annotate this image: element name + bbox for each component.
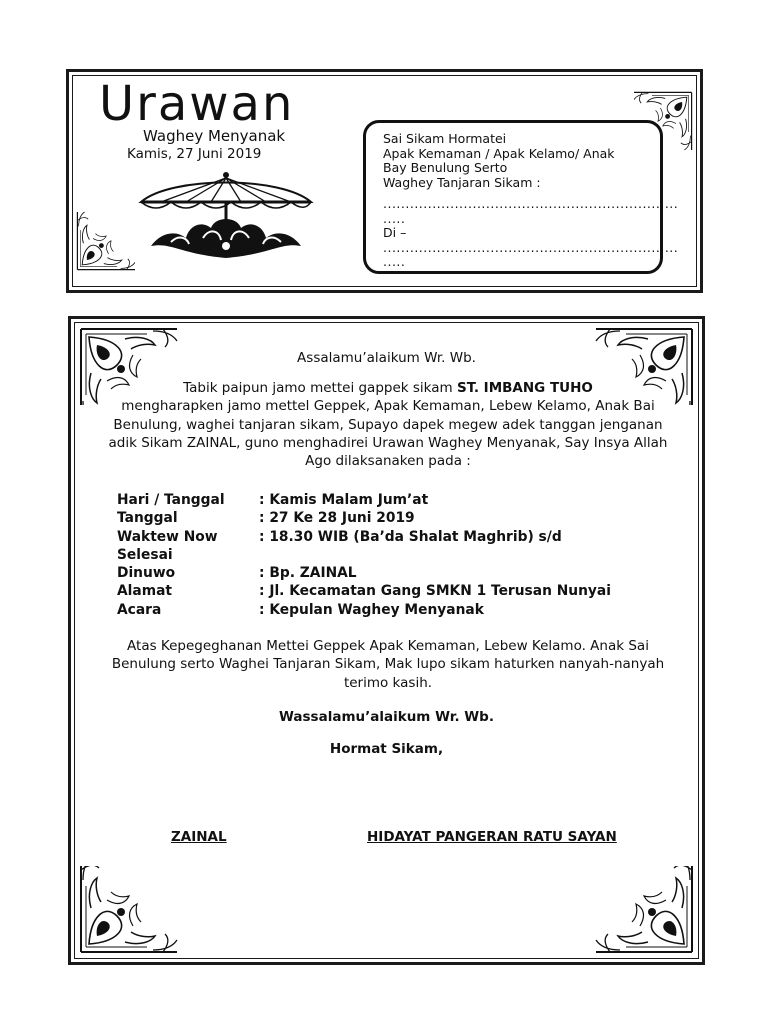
- detail-label: Waktew Now: [117, 528, 218, 545]
- event-date: Kamis, 27 Juni 2019: [127, 146, 262, 162]
- detail-value: : Kamis Malam Jum’at: [259, 492, 429, 508]
- signer-left: ZAINAL: [171, 829, 227, 845]
- address-line: Apak Kemaman / Apak Kelamo/ Anak: [383, 145, 615, 161]
- address-line: Sai Sikam Hormatei: [383, 131, 507, 146]
- invitation-title: Urawan: [99, 76, 295, 132]
- closing-paragraph: Atas Kepegeghanan Mettei Geppek Apak Kemaman, Lebew Kelamo. Anak Sai Benulung serto Waghei Tanjaran Sikam, Mak lupo sikam haturken nanyah-nanyah terimo kasih.: [111, 638, 665, 691]
- detail-row: [117, 528, 611, 546]
- detail-row: [117, 546, 611, 564]
- detail-label: Selesai: [117, 546, 173, 563]
- detail-row: [117, 509, 611, 527]
- sign-off: Hormat Sikam,: [329, 741, 444, 757]
- detail-label: Hari / Tanggal: [117, 492, 225, 508]
- corner-ornament-icon: [77, 866, 187, 956]
- recipient-address-box: [363, 120, 679, 274]
- event-details: [117, 491, 611, 619]
- closing-greeting: Wassalamu’alaikum Wr. Wb.: [279, 709, 494, 725]
- detail-value: : 18.30 WIB (Ba’da Shalat Maghrib) s/d: [259, 528, 562, 545]
- detail-value: : 27 Ke 28 Juni 2019: [259, 510, 415, 527]
- address-line: Waghey Tanjaran Sikam :: [383, 174, 541, 190]
- host-name: ST. IMBANG TUHO: [456, 380, 593, 396]
- detail-row: [117, 601, 611, 619]
- recipient-location-blank: ..................................................................: [383, 239, 679, 255]
- invitation-paragraph: [99, 379, 677, 470]
- corner-ornament-icon: [634, 78, 694, 168]
- detail-value: : Jl. Kecamatan Gang SMKN 1 Terusan Nunyai: [259, 583, 611, 600]
- recipient-name-blank-cont: .....: [383, 210, 406, 226]
- detail-label: Acara: [117, 601, 162, 618]
- address-line: Bay Benulung Serto: [383, 160, 508, 175]
- corner-ornament-icon: [75, 194, 135, 284]
- detail-label: Alamat: [117, 583, 172, 600]
- opening-greeting: Assalamu’alaikum Wr. Wb.: [297, 350, 476, 366]
- detail-row: [117, 491, 611, 509]
- detail-value: : Bp. ZAINAL: [259, 565, 357, 582]
- intro-body: mengharapken jamo mettel Geppek, Apak Kemaman, Lebew Kelamo, Anak Bai Benulung, waghei tanjaran sikam, Supayo dapek megew adek tanggan jenganan adik Sikam ZAINAL, guno menghadirei Urawan Waghey Menyanak, Say Insya Allah Ago dilaksanaken pada :: [108, 398, 668, 470]
- detail-label: Dinuwo: [117, 565, 176, 582]
- umbrella-siger-icon: [131, 168, 321, 268]
- detail-row: [117, 582, 611, 600]
- recipient-name-blank: ..................................................................: [383, 196, 679, 211]
- detail-row: [117, 564, 611, 582]
- recipient-location-blank-cont: .....: [383, 254, 406, 269]
- signer-right: HIDAYAT PANGERAN RATU SAYAN: [367, 829, 617, 845]
- event-subtitle: Waghey Menyanak: [143, 127, 286, 145]
- corner-ornament-icon: [586, 866, 696, 956]
- address-location-label: Di –: [383, 225, 407, 240]
- detail-label: Tanggal: [117, 510, 178, 527]
- detail-value: : Kepulan Waghey Menyanak: [259, 601, 484, 618]
- letter-card: [68, 316, 705, 965]
- header-card: [66, 69, 703, 293]
- intro-text: Tabik paipun jamo mettei gappek sikam: [183, 380, 457, 396]
